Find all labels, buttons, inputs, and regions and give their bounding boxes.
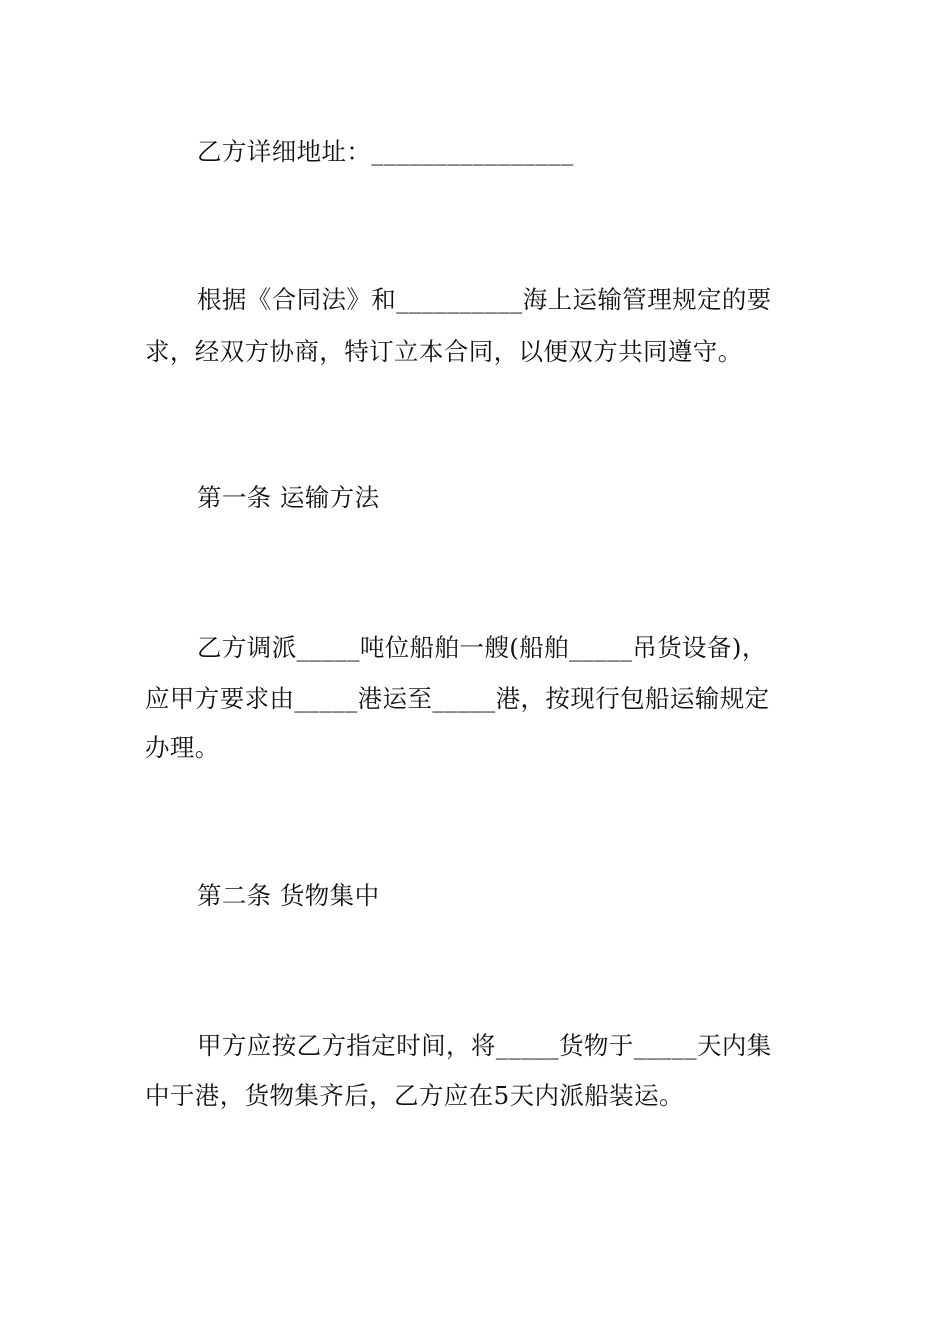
paragraph-line: 中于港，货物集齐后，乙方应在5天内派船装运。 xyxy=(145,1081,684,1110)
paragraph-line: 甲方应按乙方指定时间，将_____货物于_____天内集 xyxy=(197,1031,772,1060)
paragraph-line: 应甲方要求由_____港运至_____港，按现行包船运输规定 xyxy=(145,684,770,713)
paragraph-line: 办理。 xyxy=(145,733,220,762)
paragraph-line: 乙方调派_____吨位船舶一艘(船舶_____吊货设备)， xyxy=(197,633,767,662)
address-line: 乙方详细地址：________________ xyxy=(197,137,574,166)
article-heading: 第二条 货物集中 xyxy=(197,881,380,910)
paragraph-line: 根据《合同法》和__________海上运输管理规定的要 xyxy=(197,285,772,314)
paragraph-line: 求，经双方协商，特订立本合同，以便双方共同遵守。 xyxy=(145,337,743,366)
article-heading: 第一条 运输方法 xyxy=(197,483,380,512)
